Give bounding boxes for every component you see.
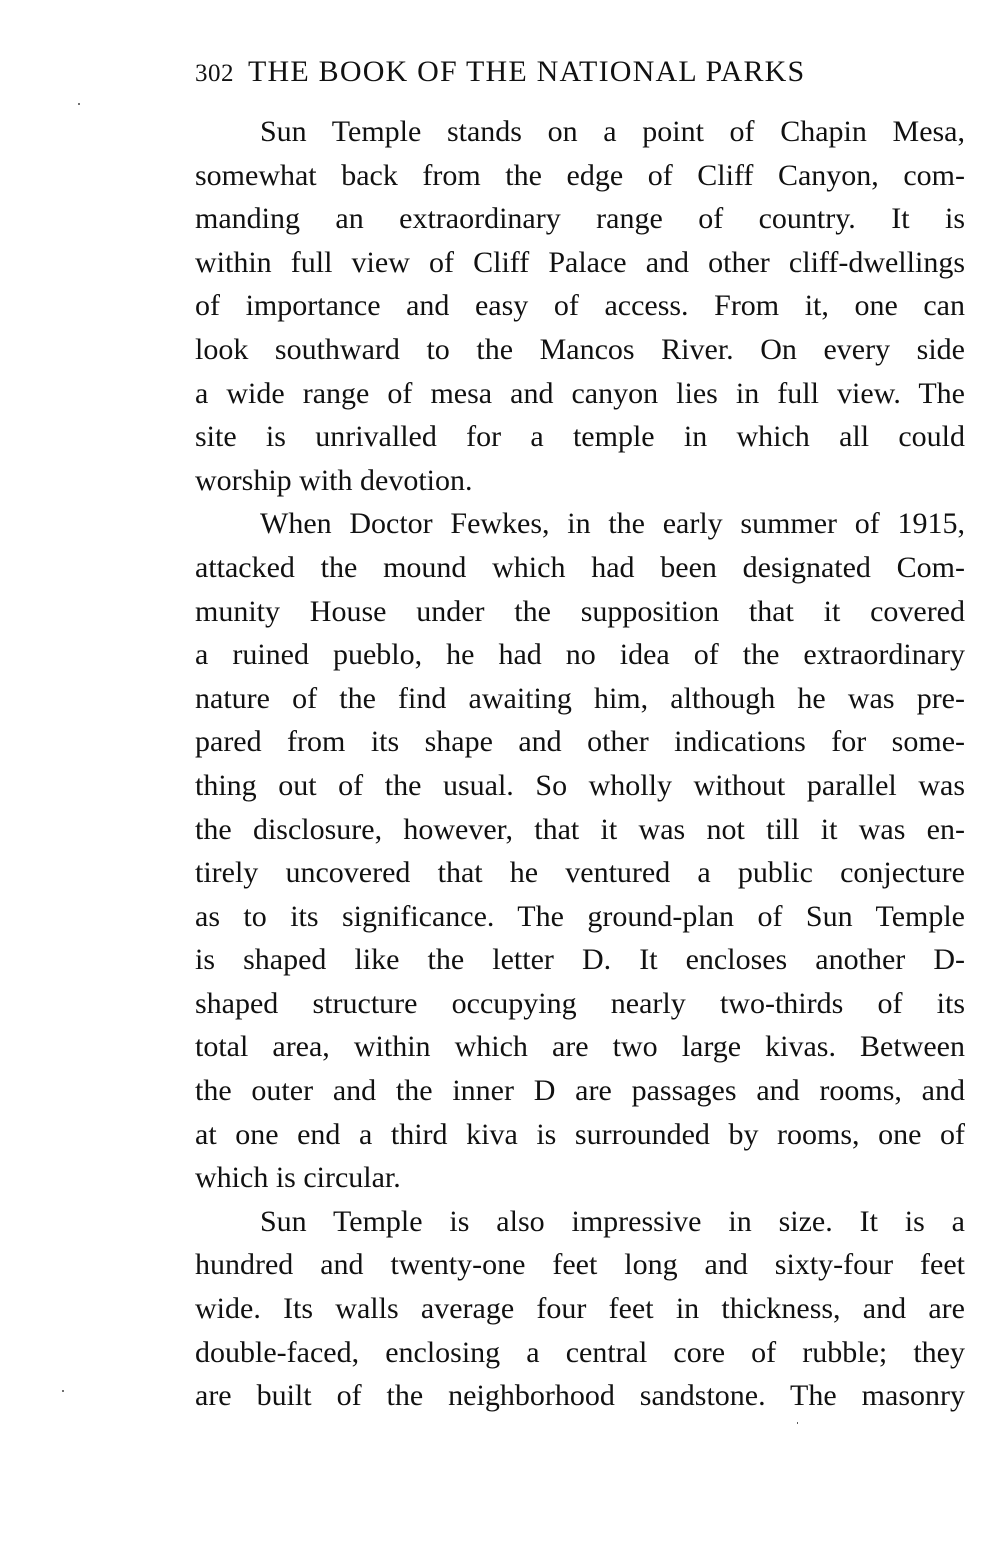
page-header: [195, 52, 935, 92]
text-line: is shaped like the letter D. It encloses another D-: [195, 943, 965, 977]
text-line: a ruined pueblo, he had no idea of the extraordinary: [195, 638, 965, 672]
text-line: shaped structure occupying nearly two-thirds of its: [195, 986, 965, 1020]
text-line: look southward to the Mancos River. On every side: [195, 332, 965, 366]
text-line: thing out of the usual. So wholly without parallel was: [195, 768, 965, 802]
text-line: of importance and easy of access. From it, one can: [195, 289, 965, 323]
text-line: munity House under the supposition that it covered: [195, 594, 965, 628]
scan-speck: [78, 103, 80, 105]
text-line: which is circular.: [195, 1161, 401, 1195]
text-line: wide. Its walls average four feet in thickness, and are: [195, 1292, 965, 1326]
text-line: When Doctor Fewkes, in the early summer of 1915,: [260, 507, 965, 541]
text-line: somewhat back from the edge of Cliff Canyon, com-: [195, 158, 965, 192]
text-line: Sun Temple is also impressive in size. It is a: [260, 1204, 965, 1238]
page-number: 302: [195, 60, 234, 87]
text-line: worship with devotion.: [195, 463, 473, 497]
body-text: [195, 110, 965, 1418]
text-line: Sun Temple stands on a point of Chapin Mesa,: [260, 115, 965, 148]
text-line: a wide range of mesa and canyon lies in full view. The: [195, 376, 965, 410]
text-line: within full view of Cliff Palace and other cliff-dwellings: [195, 245, 965, 279]
paragraph: [195, 1200, 965, 1418]
text-line: manding an extraordinary range of country. It is: [195, 202, 965, 236]
scan-speck: [62, 1390, 64, 1392]
text-line: hundred and twenty-one feet long and sixty-four feet: [195, 1248, 965, 1282]
text-line: site is unrivalled for a temple in which all could: [195, 420, 965, 454]
paragraph: [195, 110, 965, 502]
running-title: THE BOOK OF THE NATIONAL PARKS: [248, 55, 806, 88]
text-line: the disclosure, however, that it was not till it was en-: [195, 812, 965, 846]
text-line: are built of the neighborhood sandstone. The masonry: [195, 1379, 965, 1413]
text-line: pared from its shape and other indications for some-: [195, 725, 965, 759]
text-line: attacked the mound which had been designated Com-: [195, 550, 965, 584]
text-line: nature of the find awaiting him, although he was pre-: [195, 681, 965, 715]
paragraph: [195, 502, 965, 1200]
scan-speck: [797, 1422, 798, 1424]
text-line: at one end a third kiva is surrounded by rooms, one of: [195, 1117, 965, 1151]
text-line: double-faced, enclosing a central core of rubble; they: [195, 1335, 965, 1369]
text-line: the outer and the inner D are passages and rooms, and: [195, 1074, 965, 1108]
text-line: tirely uncovered that he ventured a public conjecture: [195, 856, 965, 890]
text-line: as to its significance. The ground-plan of Sun Temple: [195, 899, 965, 933]
text-line: total area, within which are two large kivas. Between: [195, 1030, 965, 1064]
